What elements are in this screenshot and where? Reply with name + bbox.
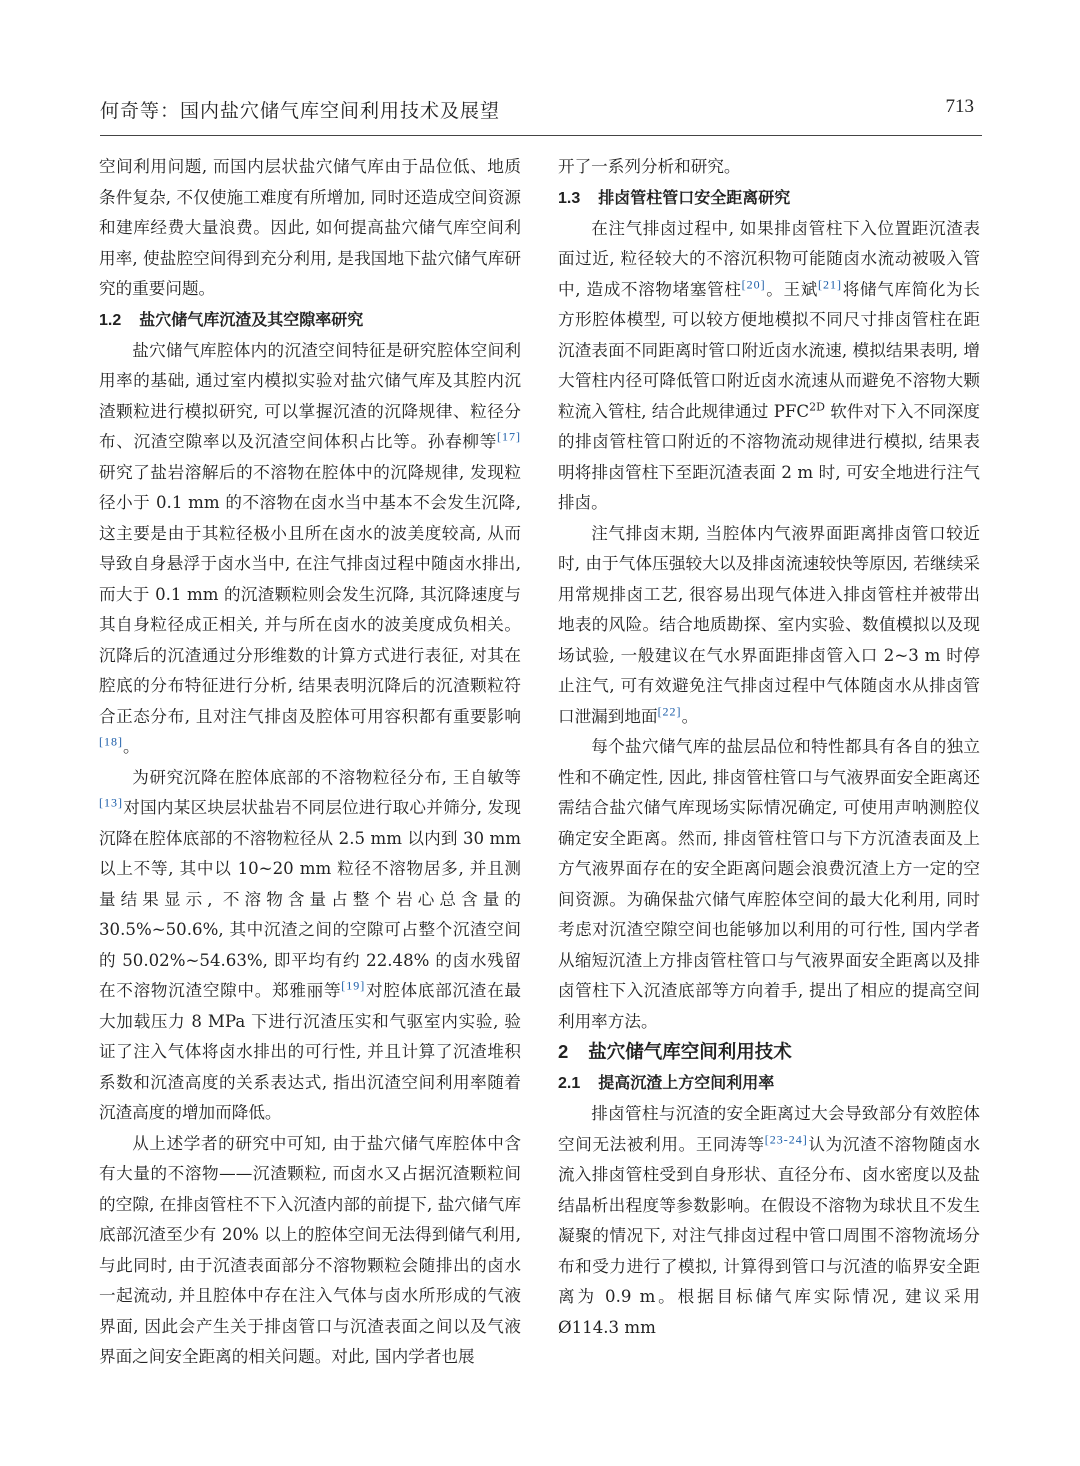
paragraph-text: 盐穴储气库腔体内的沉渣空间特征是研究腔体空间利用率的基础, 通过室内模拟实验对盐穴储气库及其腔内沉渣颗粒进行模拟研究, 可以掌握沉渣的沉降规律、粒径分布、沉渣空隙率以及沉渣空间体积占比等。孙春柳等 (99, 340, 521, 451)
paragraph-text: 空间利用问题, 而国内层状盐穴储气库由于品位低、地质条件复杂, 不仅使施工难度有所增加, 同时还造成空间资源和建库经费大量浪费。因此, 如何提高盐穴储气库空间利用率, 使盐腔空间得到充分利用, 是我国地下盐穴储气库研究的重要问题。 (99, 157, 521, 298)
citation-link[interactable]: [22] (657, 703, 682, 718)
section-number: 2 (558, 1041, 569, 1062)
paragraph (99, 336, 521, 763)
paragraph-text: 对腔体底部沉渣在最大加载压力 8 MPa 下进行沉渣压实和气驱室内实验, 验证了注入气体将卤水排出的可行性, 并且计算了沉渣堆积系数和沉渣高度的关系表达式, 指出沉渣空间利用率随着沉渣高度的增加而降低。 (99, 981, 522, 1122)
citation-link[interactable]: [23-24] (764, 1131, 808, 1146)
superscript-text: 2D (809, 399, 825, 413)
paragraph-text: 为研究沉降在腔体底部的不溶物粒径分布, 王自敏等 (132, 767, 521, 787)
header-rule (100, 135, 982, 136)
citation-link[interactable]: [17] (497, 429, 521, 444)
paragraph (558, 1099, 980, 1343)
citation-link[interactable]: [21] (818, 276, 843, 291)
citation-link[interactable]: [18] (99, 734, 123, 749)
page-number: 713 (945, 96, 974, 117)
paragraph-text: 将储气库简化为长方形腔体模型, 可以较方便地模拟不同尺寸排卤管柱在距沉渣表面不同距离时管口附近卤水流速, 模拟结果表明, 增大管柱内径可降低管口附近卤水流速从而避免不溶物大颗粒流入管柱, 结合此规律通过 PFC (558, 279, 981, 421)
section-number: 1.3 (558, 189, 581, 207)
paragraph (558, 732, 980, 1037)
paragraph-text: 。 (681, 706, 699, 726)
paragraph-text: 研究了盐岩溶解后的不溶物在腔体中的沉降规律, 发现粒径小于 0.1 mm 的不溶物在卤水当中基本不会发生沉降, 这主要是由于其粒径极小且所在卤水的波美度较高, 从而导致自身悬浮于卤水当中, 在注气排卤过程中随卤水排出, 而大于 0.1 mm 的沉渣颗粒则会发生沉降, 其沉降速度与其自身粒径成正相关, 并与所在卤水的波美度成负相关。沉降后的沉渣通过分形维数的计算方式进行表征, 对其在腔底的分布特征进行分析, 结果表明沉降后的沉渣颗粒符合正态分布, 且对注气排卤及腔体可用容积都有重要影响 (99, 462, 521, 726)
running-header (100, 94, 980, 134)
paragraph-text: 排卤管柱与沉渣的安全距离过大会导致部分有效腔体空间无法被利用。王同涛等 (558, 1104, 980, 1154)
paragraph-text: 。王斌 (765, 279, 819, 299)
paragraph-text: 软件对下入不同深度的排卤管柱管口附近的不溶物流动规律进行模拟, 结果表明将排卤管柱下至距沉渣表面 2 m 时, 可安全地进行注气排卤。 (558, 401, 981, 512)
paragraph (558, 152, 980, 183)
paragraph-text: 开了一系列分析和研究。 (558, 157, 741, 176)
section-heading-1-2 (99, 305, 521, 336)
paragraph-text: 。 (123, 737, 140, 756)
section-title: 盐穴储气库空间利用技术 (588, 1042, 792, 1063)
paragraph-text: 从上述学者的研究中可知, 由于盐穴储气库腔体中含有大量的不溶物——沉渣颗粒, 而卤水又占据沉渣颗粒间的空隙, 在排卤管柱不下入沉渣内部的前提下, 盐穴储气库底部沉渣至少有 20% 以上的腔体空间无法得到储气利用, 与此同时, 由于沉渣表面部分不溶物颗粒会随排出的卤水一起流动, 并且腔体中存在注入气体与卤水所形成的气液界面, 因此会产生关于排卤管口与沉渣表面之间以及气液界面之间安全距离的相关问题。对此, 国内学者也展 (99, 1133, 521, 1366)
paragraph-text: 对国内某区块层状盐岩不同层位进行取心并筛分, 发现沉降在腔体底部的不溶物粒径从 2.5 mm 以内到 30 mm 以上不等, 其中以 10~20 mm 粒径不溶物居多, 并且测量结果显示, 不溶物含量占整个岩心总含量的 30.5%~50.6%, 其中沉渣之间的空隙可占整个沉渣空间的 50.02%~54.63%, 即平均有约 22.48% 的卤水残留在不溶物沉渣空隙中。郑雅丽等 (99, 798, 521, 1000)
citation-link[interactable]: [20] (741, 276, 766, 291)
citation-link[interactable]: [13] (99, 795, 123, 810)
section-title: 盐穴储气库沉渣及其空隙率研究 (139, 309, 364, 329)
paragraph (99, 152, 521, 305)
paragraph (99, 1129, 521, 1373)
right-column (558, 152, 980, 1343)
section-heading-2-1 (558, 1068, 980, 1099)
section-heading-1-3 (558, 183, 980, 214)
citation-link[interactable]: [19] (341, 978, 366, 993)
section-number: 1.2 (99, 311, 122, 329)
section-title: 提高沉渣上方空间利用率 (598, 1073, 775, 1092)
running-title: 何奇等：国内盐穴储气库空间利用技术及展望 (100, 100, 501, 122)
paragraph-text: 每个盐穴储气库的盐层品位和特性都具有各自的独立性和不确定性, 因此, 排卤管柱管口与气液界面安全距离还需结合盐穴储气库现场实际情况确定, 可使用声呐测腔仪确定安全距离。然而, 排卤管柱管口与下方沉渣表面及上方气液界面存在的安全距离问题会浪费沉渣上方一定的空间资源。为确保盐穴储气库腔体空间的最大化利用, 同时考虑对沉渣空隙空间也能够加以利用的可行性, 国内学者从缩短沉渣上方排卤管柱管口与气液界面安全距离以及排卤管柱下入沉渣底部等方向着手, 提出了相应的提高空间利用率方法。 (558, 737, 980, 1031)
left-column (99, 152, 521, 1373)
section-title: 排卤管柱管口安全距离研究 (598, 187, 791, 207)
paragraph-text: 在注气排卤过程中, 如果排卤管柱下入位置距沉渣表面过近, 粒径较大的不溶沉积物可能随卤水流动被吸入管中, 造成不溶物堵塞管柱 (558, 218, 980, 299)
section-number: 2.1 (558, 1075, 581, 1092)
paragraph-text: 认为沉渣不溶物随卤水流入排卤管柱受到自身形状、直径分布、卤水密度以及盐结晶析出程度等参数影响。在假设不溶物为球状且不发生凝聚的情况下, 对注气排卤过程中管口周围不溶物流场分布和受力进行了模拟, 计算得到管口与沉渣的临界安全距离为 0.9 m。根据目标储气库实际情况, 建议采用Ø114.3 mm (558, 1134, 981, 1337)
paragraph (558, 214, 980, 519)
paragraph (99, 763, 521, 1129)
section-heading-2 (558, 1037, 980, 1068)
paragraph (558, 519, 980, 733)
paragraph-text: 注气排卤末期, 当腔体内气液界面距离排卤管口较近时, 由于气体压强较大以及排卤流速较快等原因, 若继续采用常规排卤工艺, 很容易出现气体进入排卤管柱并被带出地表的风险。结合地质勘探、室内实验、数值模拟以及现场试验, 一般建议在气水界面距排卤管入口 2~3 m 时停止注气, 可有效避免注气排卤过程中气体随卤水从排卤管口泄漏到地面 (558, 523, 980, 726)
